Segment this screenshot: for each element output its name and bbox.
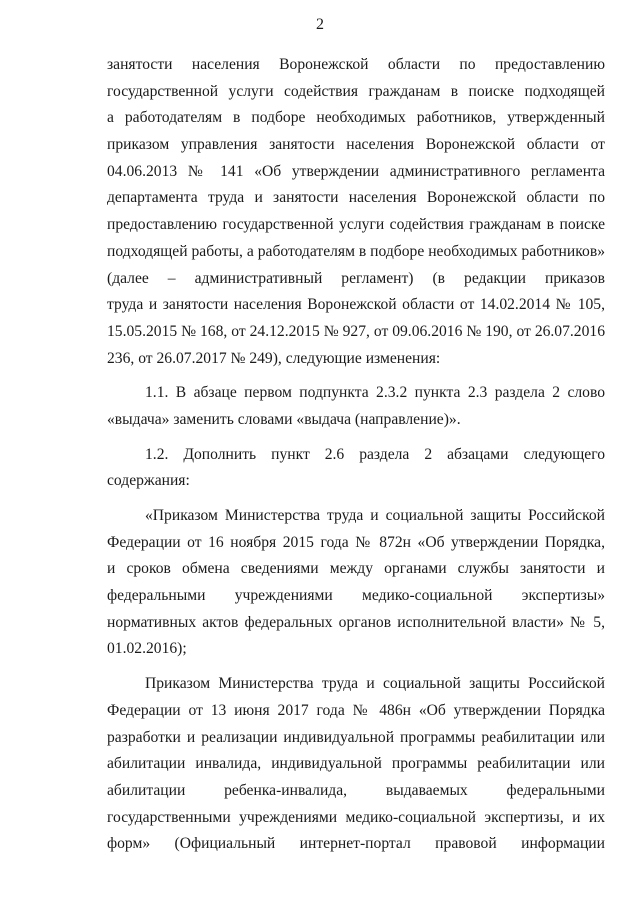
text-line: Приказом Министерства труда и социальной защиты Российской [145, 675, 605, 693]
paragraph-gap [107, 434, 605, 442]
text-line: федеральными учреждениями медико-социальной экспертизы» [107, 587, 605, 605]
document-body [107, 52, 605, 858]
text-line: подходящей работы, а работодателям в подборе необходимых работников» [107, 242, 605, 260]
text-line: а работодателям в подборе необходимых работников, утвержденный [107, 109, 605, 127]
text-line: Федерации от 13 июня 2017 года № 486н «Об утверждении Порядка [107, 701, 605, 719]
text-line: 04.06.2013 № 141 «Об утверждении административного регламента [107, 162, 605, 180]
text-line: содержания: [107, 472, 190, 490]
text-line: «выдача» заменить словами «выдача (направление)». [107, 410, 461, 428]
text-line: «Приказом Министерства труда и социальной защиты Российской [145, 507, 605, 524]
text-line: абилитации инвалида, индивидуальной программы реабилитации или [107, 755, 605, 773]
text-line: и сроков обмена сведениями между органами службы занятости и [107, 560, 605, 578]
text-line: государственной услуги содействия гражданам в поиске подходящей [107, 82, 605, 100]
text-line: нормативных актов федеральных органов исполнительной власти» № 5, [107, 613, 605, 631]
text-line: занятости населения Воронежской области по предоставлению [107, 56, 605, 73]
text-line: департамента труда и занятости населения Воронежской области по [107, 189, 605, 207]
text-line: разработки и реализации индивидуальной программы реабилитации или [107, 728, 605, 746]
text-line: приказом управления занятости населения Воронежской области от [107, 136, 605, 154]
text-line: труда и занятости населения Воронежской области от 14.02.2014 № 105, [107, 296, 605, 314]
paragraph-gap [107, 663, 605, 671]
text-line: форм» (Официальный интернет-портал правовой информации [107, 835, 605, 853]
text-line: 01.02.2016); [107, 640, 187, 658]
text-line: Федерации от 16 ноября 2015 года № 872н «Об утверждении Порядка, [107, 533, 605, 551]
text-line: 1.1. В абзаце первом подпункта 2.3.2 пункта 2.3 раздела 2 слово [145, 384, 605, 402]
text-line: 1.2. Дополнить пункт 2.6 раздела 2 абзацами следующего [145, 445, 605, 463]
text-line: государственными учреждениями медико-социальной экспертизы, и их [107, 808, 605, 826]
page-number: 2 [316, 16, 324, 33]
text-line: абилитации ребенка-инвалида, выдаваемых федеральными [107, 781, 605, 799]
paragraph-gap [107, 495, 605, 503]
text-line: 236, от 26.07.2017 № 249), следующие изменения: [107, 349, 441, 367]
text-line: 15.05.2015 № 168, от 24.12.2015 № 927, от 09.06.2016 № 190, от 26.07.2016 [107, 322, 605, 340]
text-line: предоставлению государственной услуги содействия гражданам в поиске [107, 216, 605, 234]
text-line: (далее – административный регламент) (в редакции приказов [107, 269, 605, 287]
paragraph-gap [107, 372, 605, 380]
